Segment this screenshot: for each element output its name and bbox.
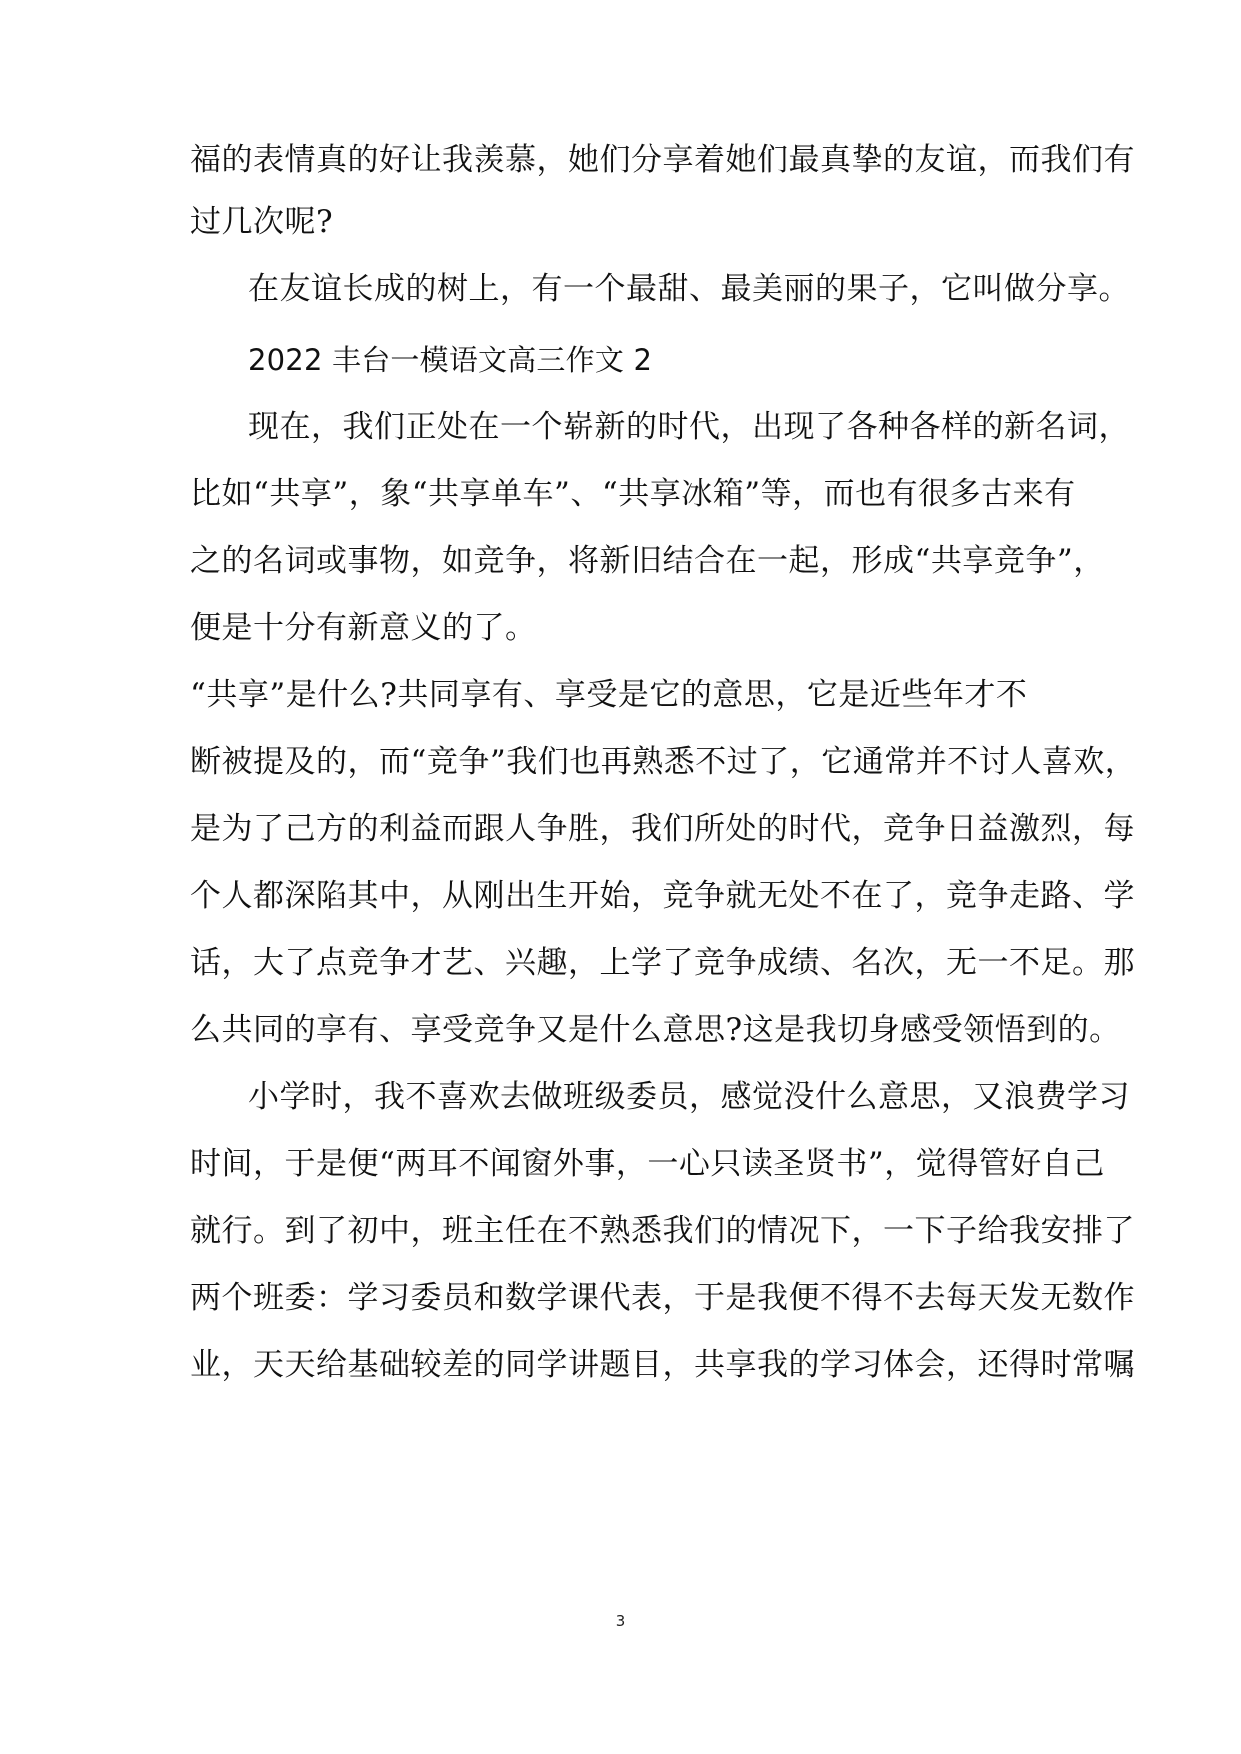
text-line-18: 两个班委：学习委员和数学课代表，于是我便不得不去每天发无数作 — [190, 1280, 1135, 1316]
text-line-7: 之的名词或事物，如竞争，将新旧结合在一起，形成“共享竞争”， — [190, 543, 1105, 579]
text-line-9: “共享”是什么?共同享有、享受是它的意思，它是近些年才不 — [190, 677, 1028, 713]
section-heading: 2022 丰台一模语文高三作文 2 — [248, 343, 653, 377]
text-line-2: 过几次呢? — [190, 204, 334, 240]
text-line-12: 个人都深陷其中，从刚出生开始，竞争就无处不在了，竞争走路、学 — [190, 878, 1135, 914]
text-line-6: 比如“共享”，象“共享单车”、“共享冰箱”等，而也有很多古来有 — [190, 476, 1076, 512]
text-line-5: 现在，我们正处在一个崭新的时代，出现了各种各样的新名词， — [248, 409, 1130, 445]
page-number: 3 — [615, 1612, 626, 1630]
text-line-10: 断被提及的，而“竞争”我们也再熟悉不过了，它通常并不讨人喜欢， — [190, 744, 1137, 780]
text-line-15: 小学时，我不喜欢去做班级委员，感觉没什么意思，又浪费学习 — [248, 1079, 1130, 1115]
text-line-16: 时间，于是便“两耳不闻窗外事，一心只读圣贤书”，觉得管好自己 — [190, 1146, 1105, 1182]
text-line-8: 便是十分有新意义的了。 — [190, 610, 537, 646]
text-line-19: 业，天天给基础较差的同学讲题目，共享我的学习体会，还得时常嘱 — [190, 1347, 1135, 1383]
text-line-14: 么共同的享有、享受竞争又是什么意思?这是我切身感受领悟到的。 — [190, 1012, 1121, 1048]
text-line-13: 话，大了点竞争才艺、兴趣，上学了竞争成绩、名次，无一不足。那 — [190, 945, 1135, 981]
text-line-1: 福的表情真的好让我羡慕，她们分享着她们最真挚的友谊，而我们有 — [190, 142, 1135, 178]
text-line-17: 就行。到了初中，班主任在不熟悉我们的情况下，一下子给我安排了 — [190, 1213, 1135, 1249]
text-line-3: 在友谊长成的树上，有一个最甜、最美丽的果子，它叫做分享。 — [248, 271, 1130, 307]
text-line-11: 是为了己方的利益而跟人争胜，我们所处的时代，竞争日益激烈，每 — [190, 811, 1135, 847]
